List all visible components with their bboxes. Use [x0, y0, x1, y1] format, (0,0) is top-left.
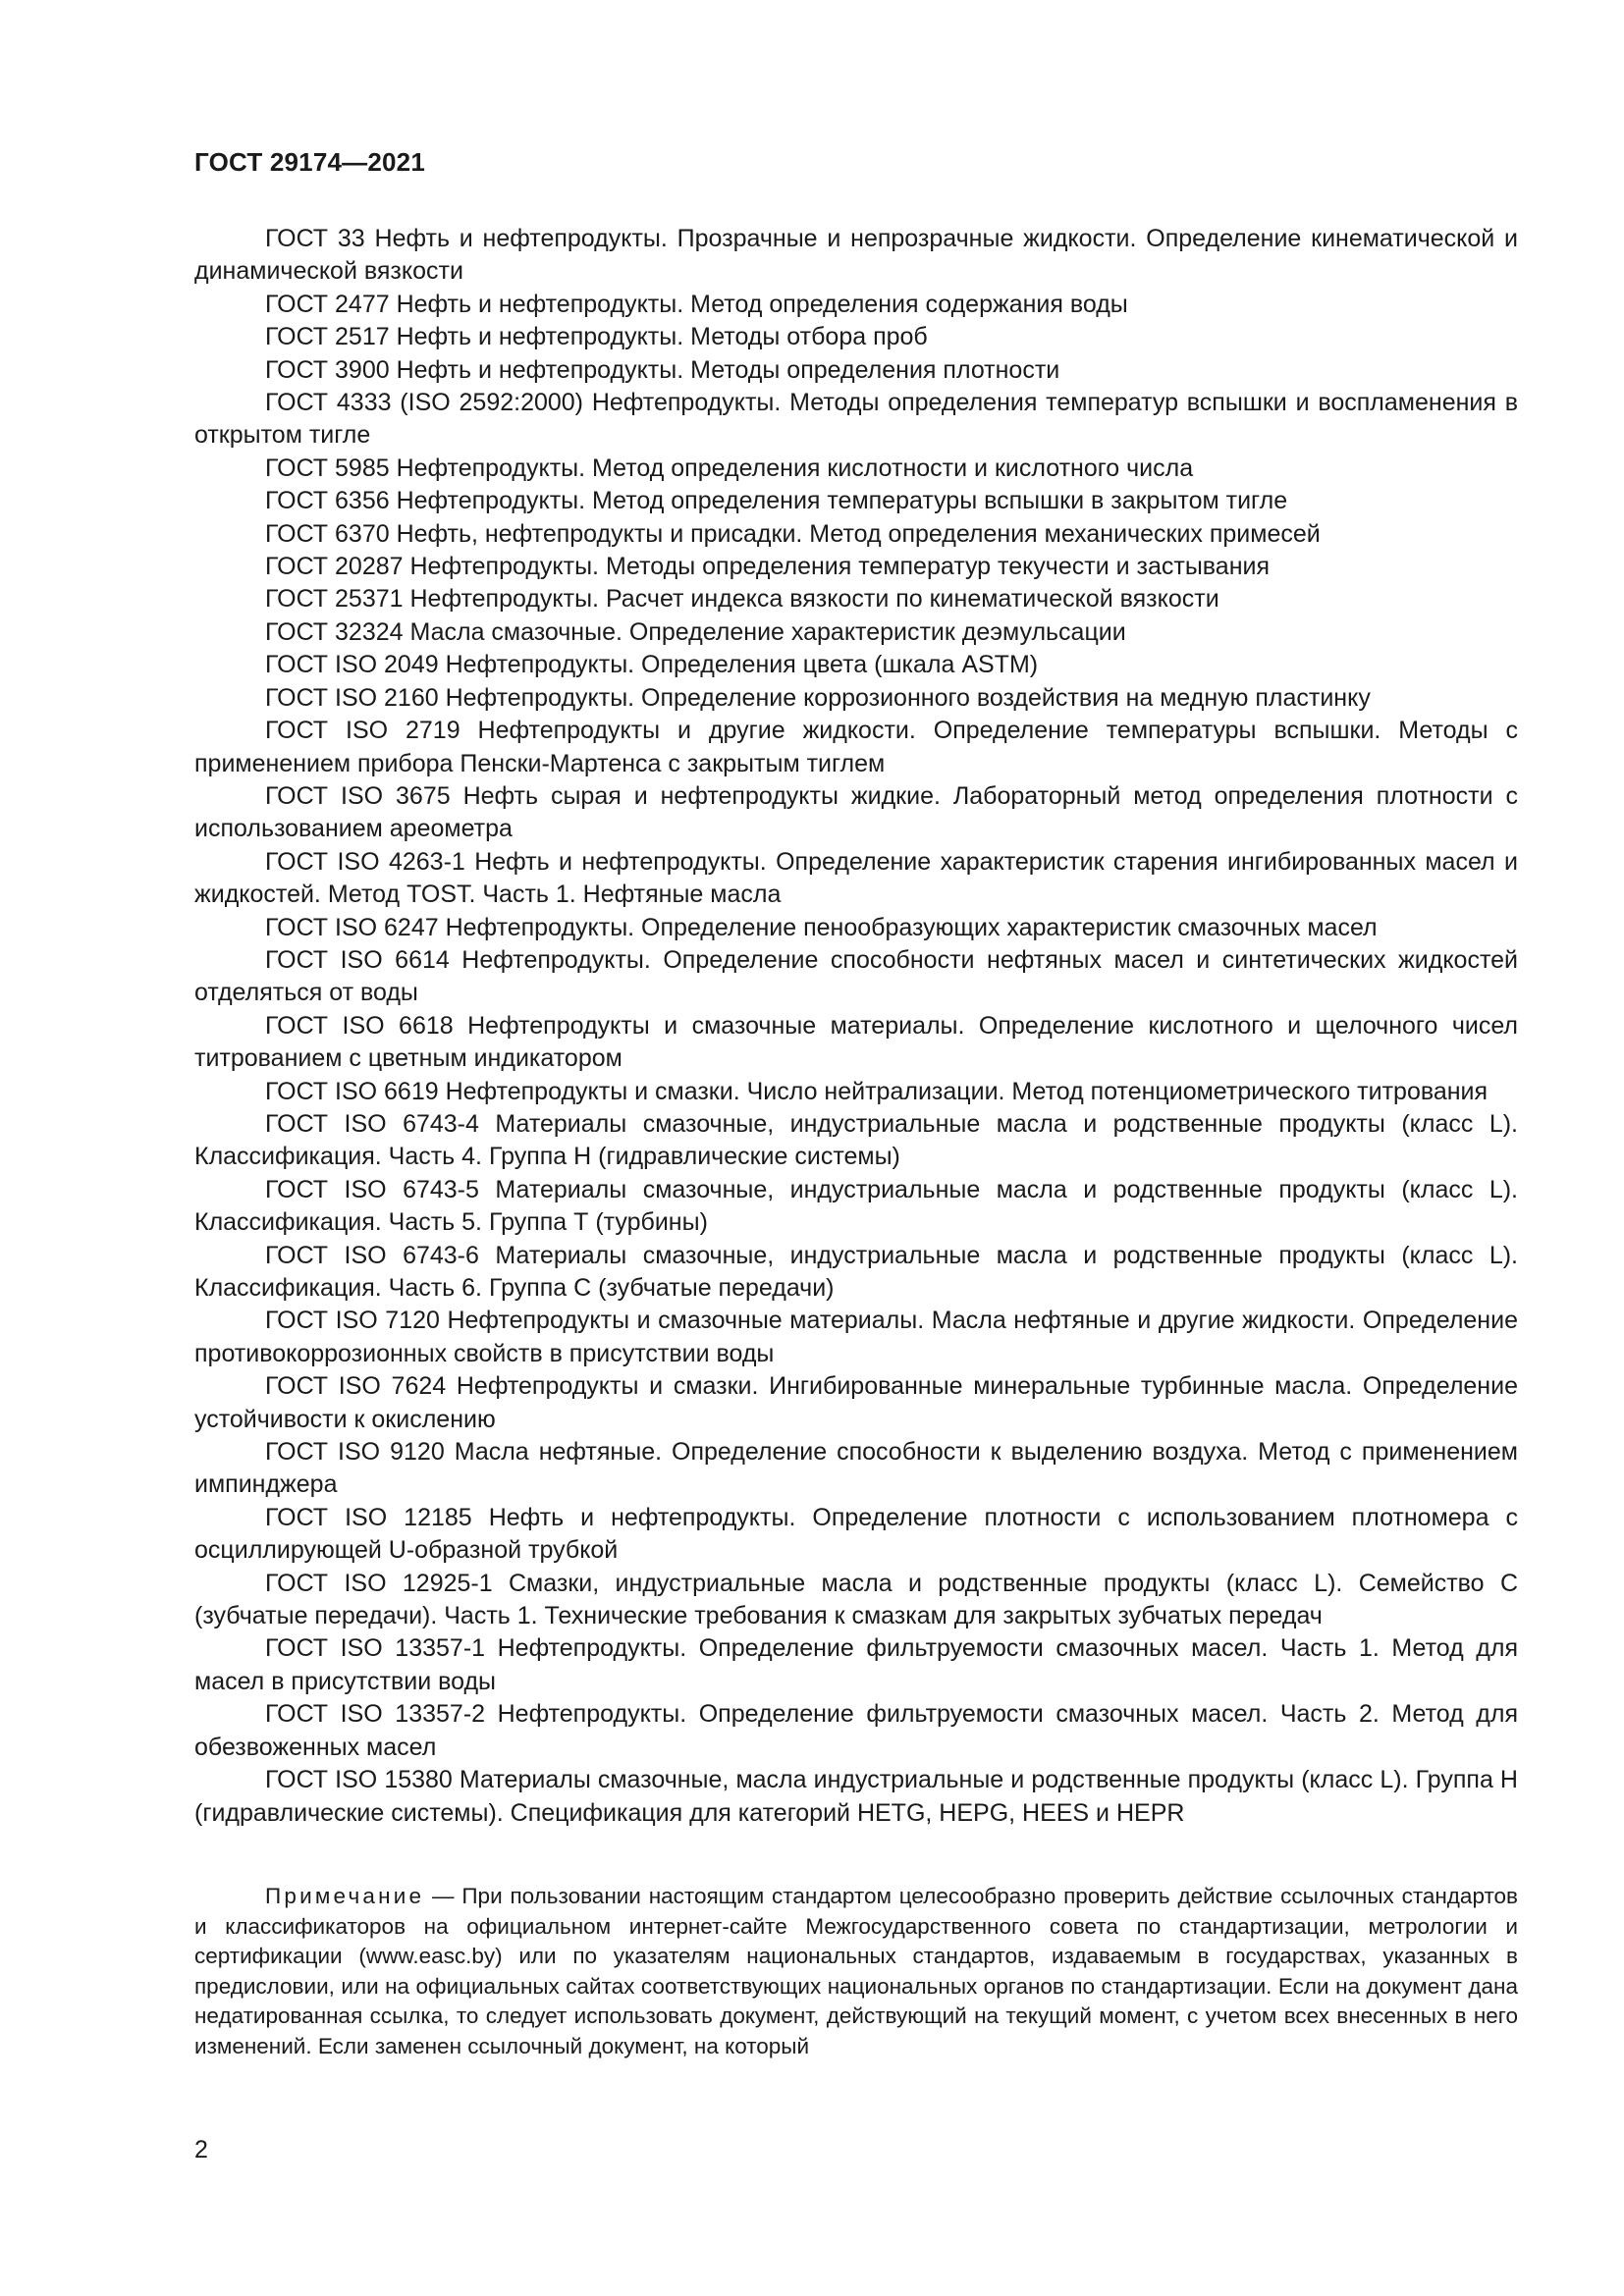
- reference-item: ГОСТ 25371 Нефтепродукты. Расчет индекса вязкости по кинематической вязкости: [265, 585, 1219, 614]
- reference-item: ГОСТ ISO 15380 Материалы смазочные, масла индустриальные и родственные продукты (класс L). Группа Н (гидравлические системы). Спецификация для категорий HETG, HEPG, HEES и HEPR: [194, 1766, 1518, 1827]
- reference-item: ГОСТ ISO 2049 Нефтепродукты. Определения цвета (шкала ASTM): [265, 651, 1039, 679]
- reference-item: ГОСТ 2517 Нефть и нефтепродукты. Методы отбора проб: [265, 323, 928, 351]
- reference-item: ГОСТ ISO 9120 Масла нефтяные. Определение способности к выделению воздуха. Метод с применением импинджера: [194, 1438, 1518, 1499]
- note-paragraph: [194, 1882, 1518, 2062]
- reference-item: ГОСТ 5985 Нефтепродукты. Метод определения кислотности и кислотного числа: [265, 454, 1194, 482]
- reference-item: ГОСТ ISO 2719 Нефтепродукты и другие жидкости. Определение температуры вспышки. Методы с применением прибора Пенски-Мартенса с закрытым тиглем: [194, 717, 1518, 777]
- reference-item: ГОСТ ISO 2160 Нефтепродукты. Определение коррозионного воздействия на медную пластинку: [265, 683, 1371, 712]
- reference-item: ГОСТ ISO 13357-2 Нефтепродукты. Определение фильтруемости смазочных масел. Часть 2. Метод для обезвоженных масел: [194, 1700, 1518, 1761]
- reference-item: ГОСТ ISO 6247 Нефтепродукты. Определение пенообразующих характеристик смазочных масел: [265, 913, 1378, 941]
- normative-references-list: [194, 223, 1518, 1830]
- reference-item: ГОСТ ISO 6743-5 Материалы смазочные, индустриальные масла и родственные продукты (класс L). Классификация. Часть 5. Группа Т (турбины): [194, 1175, 1518, 1237]
- reference-item: ГОСТ ISO 12185 Нефть и нефтепродукты. Определение плотности с использованием плотномера с осциллирующей U-образной трубкой: [194, 1503, 1518, 1565]
- note-label: Примечание: [265, 1884, 425, 1908]
- reference-item: ГОСТ ISO 6743-6 Материалы смазочные, индустриальные масла и родственные продукты (класс L). Классификация. Часть 6. Группа С (зубчатые передачи): [194, 1241, 1518, 1302]
- reference-item: ГОСТ ISO 6619 Нефтепродукты и смазки. Число нейтрализации. Метод потенциометрического титрования: [265, 1077, 1489, 1105]
- reference-item: ГОСТ 2477 Нефть и нефтепродукты. Метод определения содержания воды: [265, 290, 1128, 318]
- document-header: ГОСТ 29174—2021: [194, 147, 425, 177]
- reference-item: ГОСТ ISO 3675 Нефть сырая и нефтепродукты жидкие. Лабораторный метод определения плотности с использованием ареометра: [194, 781, 1518, 843]
- reference-item: ГОСТ 20287 Нефтепродукты. Методы определения температур текучести и застывания: [265, 553, 1271, 581]
- page-number: 2: [194, 2136, 208, 2163]
- reference-item: ГОСТ ISO 13357-1 Нефтепродукты. Определение фильтруемости смазочных масел. Часть 1. Метод для масел в присутствии воды: [194, 1634, 1518, 1695]
- reference-item: ГОСТ 4333 (ISO 2592:2000) Нефтепродукты. Методы определения температур вспышки и воспламенения в открытом тигле: [194, 389, 1518, 450]
- reference-item: ГОСТ ISO 6618 Нефтепродукты и смазочные материалы. Определение кислотного и щелочного чисел титрованием с цветным индикатором: [194, 1011, 1518, 1073]
- reference-item: ГОСТ ISO 12925-1 Смазки, индустриальные масла и родственные продукты (класс L). Семейство С (зубчатые передачи). Часть 1. Технические требования к смазкам для закрытых зубчатых передач: [194, 1569, 1518, 1630]
- reference-item: ГОСТ 32324 Масла смазочные. Определение характеристик деэмульсации: [265, 617, 1126, 646]
- reference-item: ГОСТ ISO 7624 Нефтепродукты и смазки. Ингибированные минеральные турбинные масла. Определение устойчивости к окислению: [194, 1372, 1518, 1433]
- reference-item: ГОСТ 6370 Нефть, нефтепродукты и присадки. Метод определения механических примесей: [265, 519, 1321, 548]
- reference-item: ГОСТ ISO 4263-1 Нефть и нефтепродукты. Определение характеристик старения ингибированных масел и жидкостей. Метод TOST. Часть 1. Нефтяные масла: [194, 847, 1518, 909]
- reference-item: ГОСТ 6356 Нефтепродукты. Метод определения температуры вспышки в закрытом тигле: [265, 487, 1288, 515]
- reference-item: ГОСТ ISO 6614 Нефтепродукты. Определение способности нефтяных масел и синтетических жидкостей отделяться от воды: [194, 945, 1518, 1007]
- reference-item: ГОСТ 3900 Нефть и нефтепродукты. Методы определения плотности: [265, 355, 1060, 384]
- reference-item: ГОСТ ISO 6743-4 Материалы смазочные, индустриальные масла и родственные продукты (класс L). Классификация. Часть 4. Группа Н (гидравлические системы): [194, 1109, 1518, 1171]
- note-text: — При пользовании настоящим стандартом целесообразно проверить действие ссылочных стандартов и классификаторов на официальном интернет-сайте Межгосударственного совета по стандартизации, метрологии и сертификации (www.easc.by) или по указателям национальных стандартов, издаваемым в государствах, указанных в предисловии, или на официальных сайтах соответствующих национальных органов по стандартизации. Если на документ дана недатированная ссылка, то следует использовать документ, действующий на текущий момент, с учетом всех внесенных в него изменений. Если заменен ссылочный документ, на который: [194, 1884, 1518, 2058]
- reference-item: ГОСТ ISO 7120 Нефтепродукты и смазочные материалы. Масла нефтяные и другие жидкости. Определение противокоррозионных свойств в присутствии воды: [194, 1307, 1518, 1367]
- reference-item: ГОСТ 33 Нефть и нефтепродукты. Прозрачные и непрозрачные жидкости. Определение кинематической и динамической вязкости: [194, 225, 1518, 286]
